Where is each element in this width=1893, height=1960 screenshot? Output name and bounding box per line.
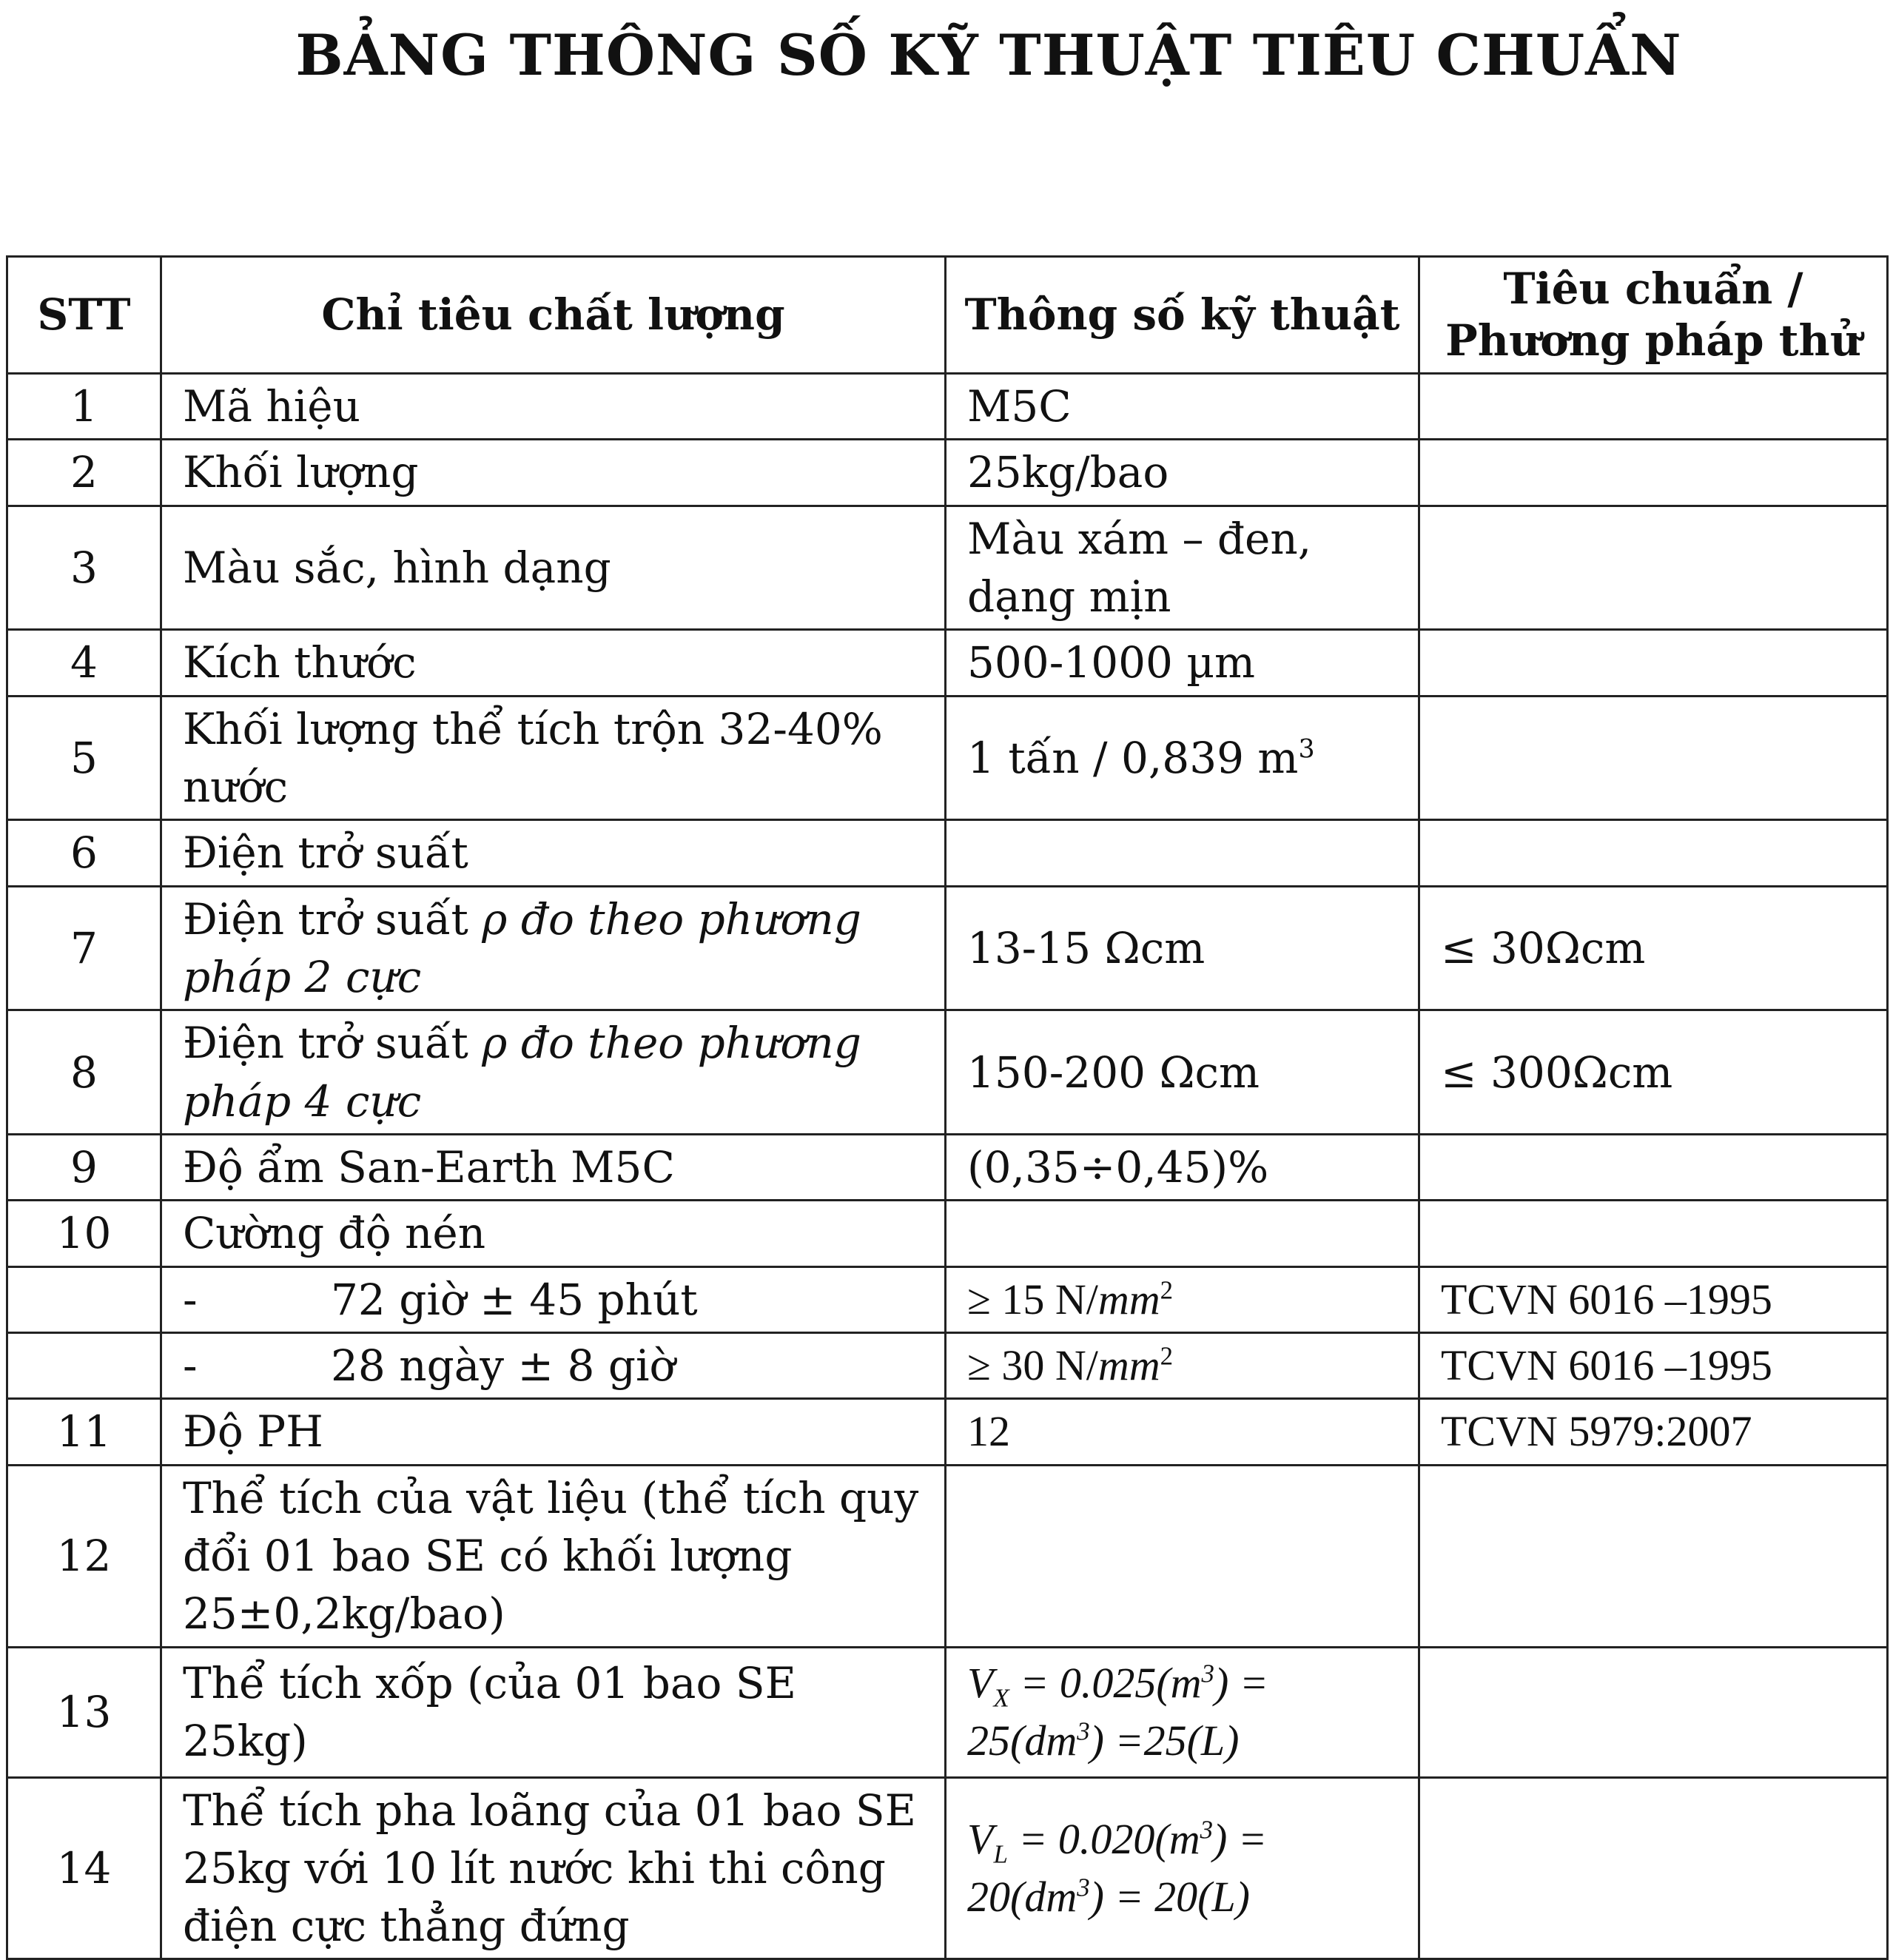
row-number: 2 bbox=[7, 440, 161, 506]
formula-part: = 0.025(m bbox=[1009, 1658, 1202, 1707]
standard-cell bbox=[1419, 696, 1888, 820]
table-row bbox=[7, 1333, 1888, 1399]
list-dash: - bbox=[183, 1340, 198, 1392]
spec-cell: 500-1000 µm bbox=[946, 630, 1419, 696]
indicator-text: Điện trở suất bbox=[183, 893, 483, 944]
spec-table bbox=[6, 255, 1889, 1960]
indicator-cell: Khối lượng thể tích trộn 32-40% nước bbox=[161, 696, 946, 820]
row-number: 13 bbox=[7, 1647, 161, 1777]
standard-cell: ≤ 30Ωcm bbox=[1419, 886, 1888, 1010]
spec-formula bbox=[946, 1647, 1419, 1777]
row-number: 4 bbox=[7, 630, 161, 696]
header-standard-line2: Phương pháp thử bbox=[1445, 315, 1861, 366]
header-standard-line1: Tiêu chuẩn / bbox=[1503, 264, 1803, 314]
table-row bbox=[7, 696, 1888, 820]
standard-cell bbox=[1419, 1201, 1888, 1266]
table-row bbox=[7, 1465, 1888, 1647]
indicator-cell: Mã hiệu bbox=[161, 374, 946, 440]
indicator-cell bbox=[161, 1010, 946, 1135]
spec-text: 1 tấn / 0,839 m bbox=[967, 732, 1299, 783]
header-standard bbox=[1419, 257, 1888, 374]
table-row bbox=[7, 374, 1888, 440]
table-row bbox=[7, 1777, 1888, 1959]
formula-subscript: L bbox=[993, 1839, 1008, 1869]
standard-cell bbox=[1419, 630, 1888, 696]
row-number: 11 bbox=[7, 1399, 161, 1465]
header-spec: Thông số kỹ thuật bbox=[946, 257, 1419, 374]
standard-cell bbox=[1419, 1465, 1888, 1647]
table-header-row bbox=[7, 257, 1888, 374]
indicator-text: 28 ngày ± 8 giờ bbox=[331, 1340, 676, 1392]
row-number: 10 bbox=[7, 1201, 161, 1266]
indicator-cell bbox=[161, 1266, 946, 1332]
standard-cell: TCVN 6016 –1995 bbox=[1419, 1266, 1888, 1332]
indicator-cell: Điện trở suất bbox=[161, 820, 946, 886]
formula-part: ) = 20(L) bbox=[1089, 1872, 1250, 1921]
spec-cell bbox=[946, 1333, 1419, 1399]
standard-cell bbox=[1419, 440, 1888, 506]
indicator-cell: Cường độ nén bbox=[161, 1201, 946, 1266]
list-dash: - bbox=[183, 1274, 198, 1325]
indicator-cell: Độ PH bbox=[161, 1399, 946, 1465]
indicator-text: Điện trở suất bbox=[183, 1018, 483, 1069]
spec-cell: M5C bbox=[946, 374, 1419, 440]
standard-cell bbox=[1419, 1647, 1888, 1777]
indicator-cell: Khối lượng bbox=[161, 440, 946, 506]
row-number: 6 bbox=[7, 820, 161, 886]
formula-superscript: 3 bbox=[1077, 1716, 1090, 1746]
row-number bbox=[7, 1333, 161, 1399]
table-row bbox=[7, 1010, 1888, 1135]
row-number: 3 bbox=[7, 506, 161, 630]
spec-superscript: 3 bbox=[1298, 734, 1315, 765]
formula-part: ) =25(L) bbox=[1089, 1716, 1240, 1765]
row-number bbox=[7, 1266, 161, 1332]
spec-superscript: 2 bbox=[1160, 1341, 1174, 1371]
row-number: 7 bbox=[7, 886, 161, 1010]
spec-cell: 25kg/bao bbox=[946, 440, 1419, 506]
indicator-italic: ρ đo theo phương pháp 4 cực bbox=[183, 1018, 861, 1127]
spec-superscript: 2 bbox=[1160, 1275, 1174, 1305]
indicator-cell: Độ ẩm San-Earth M5C bbox=[161, 1135, 946, 1201]
standard-cell: ≤ 300Ωcm bbox=[1419, 1010, 1888, 1135]
spec-cell bbox=[946, 696, 1419, 820]
spec-cell: (0,35÷0,45)% bbox=[946, 1135, 1419, 1201]
row-number: 5 bbox=[7, 696, 161, 820]
formula-part: ) = 25(dm bbox=[967, 1658, 1268, 1765]
table-row bbox=[7, 886, 1888, 1010]
spec-cell bbox=[946, 506, 1419, 630]
indicator-cell bbox=[161, 886, 946, 1010]
spec-cell: 12 bbox=[946, 1399, 1419, 1465]
standard-cell: TCVN 6016 –1995 bbox=[1419, 1333, 1888, 1399]
row-number: 8 bbox=[7, 1010, 161, 1135]
formula-subscript: X bbox=[993, 1683, 1009, 1713]
header-stt: STT bbox=[7, 257, 161, 374]
table-row bbox=[7, 1201, 1888, 1266]
spec-unit: mm bbox=[1097, 1275, 1160, 1323]
table-row bbox=[7, 1647, 1888, 1777]
table-row bbox=[7, 1135, 1888, 1201]
spec-cell bbox=[946, 1465, 1419, 1647]
formula-part: ) = 20(dm bbox=[967, 1814, 1267, 1921]
page-title: BẢNG THÔNG SỐ KỸ THUẬT TIÊU CHUẨN bbox=[295, 22, 1682, 88]
indicator-italic: ρ đo theo phương pháp 2 cực bbox=[183, 893, 861, 1002]
row-number: 1 bbox=[7, 374, 161, 440]
table-row bbox=[7, 1266, 1888, 1332]
formula-symbol: V bbox=[967, 1814, 994, 1863]
spec-formula bbox=[946, 1777, 1419, 1959]
formula-superscript: 3 bbox=[1201, 1659, 1214, 1688]
formula-part: = 0.020(m bbox=[1007, 1814, 1200, 1863]
standard-cell bbox=[1419, 1135, 1888, 1201]
table-row bbox=[7, 820, 1888, 886]
spec-line: dạng mịn bbox=[967, 571, 1171, 622]
spec-cell bbox=[946, 1266, 1419, 1332]
standard-cell bbox=[1419, 374, 1888, 440]
standard-cell bbox=[1419, 1777, 1888, 1959]
indicator-cell: Thể tích pha loãng của 01 bao SE 25kg với 10 lít nước khi thi công điện cực thẳng đứng bbox=[161, 1777, 946, 1959]
spec-line: Màu xám – đen, bbox=[967, 513, 1312, 564]
spec-cell: 150-200 Ωcm bbox=[946, 1010, 1419, 1135]
table-row bbox=[7, 506, 1888, 630]
standard-cell: TCVN 5979:2007 bbox=[1419, 1399, 1888, 1465]
row-number: 12 bbox=[7, 1465, 161, 1647]
indicator-cell: Thể tích của vật liệu (thể tích quy đổi 01 bao SE có khối lượng 25±0,2kg/bao) bbox=[161, 1465, 946, 1647]
formula-superscript: 3 bbox=[1077, 1873, 1090, 1902]
spec-cell: 13-15 Ωcm bbox=[946, 886, 1419, 1010]
formula-symbol: V bbox=[967, 1658, 994, 1707]
header-indicator: Chỉ tiêu chất lượng bbox=[161, 257, 946, 374]
indicator-cell: Kích thước bbox=[161, 630, 946, 696]
spec-text: ≥ 15 N/ bbox=[967, 1275, 1098, 1323]
standard-cell bbox=[1419, 820, 1888, 886]
spec-cell bbox=[946, 1201, 1419, 1266]
spec-unit: mm bbox=[1097, 1341, 1160, 1390]
table-row bbox=[7, 1399, 1888, 1465]
row-number: 14 bbox=[7, 1777, 161, 1959]
formula-superscript: 3 bbox=[1200, 1815, 1214, 1845]
row-number: 9 bbox=[7, 1135, 161, 1201]
table-row bbox=[7, 440, 1888, 506]
standard-cell bbox=[1419, 506, 1888, 630]
indicator-cell: Thể tích xốp (của 01 bao SE 25kg) bbox=[161, 1647, 946, 1777]
table-row bbox=[7, 630, 1888, 696]
spec-cell bbox=[946, 820, 1419, 886]
indicator-text: 72 giờ ± 45 phút bbox=[331, 1274, 698, 1325]
indicator-cell: Màu sắc, hình dạng bbox=[161, 506, 946, 630]
spec-text: ≥ 30 N/ bbox=[967, 1341, 1098, 1390]
indicator-cell bbox=[161, 1333, 946, 1399]
